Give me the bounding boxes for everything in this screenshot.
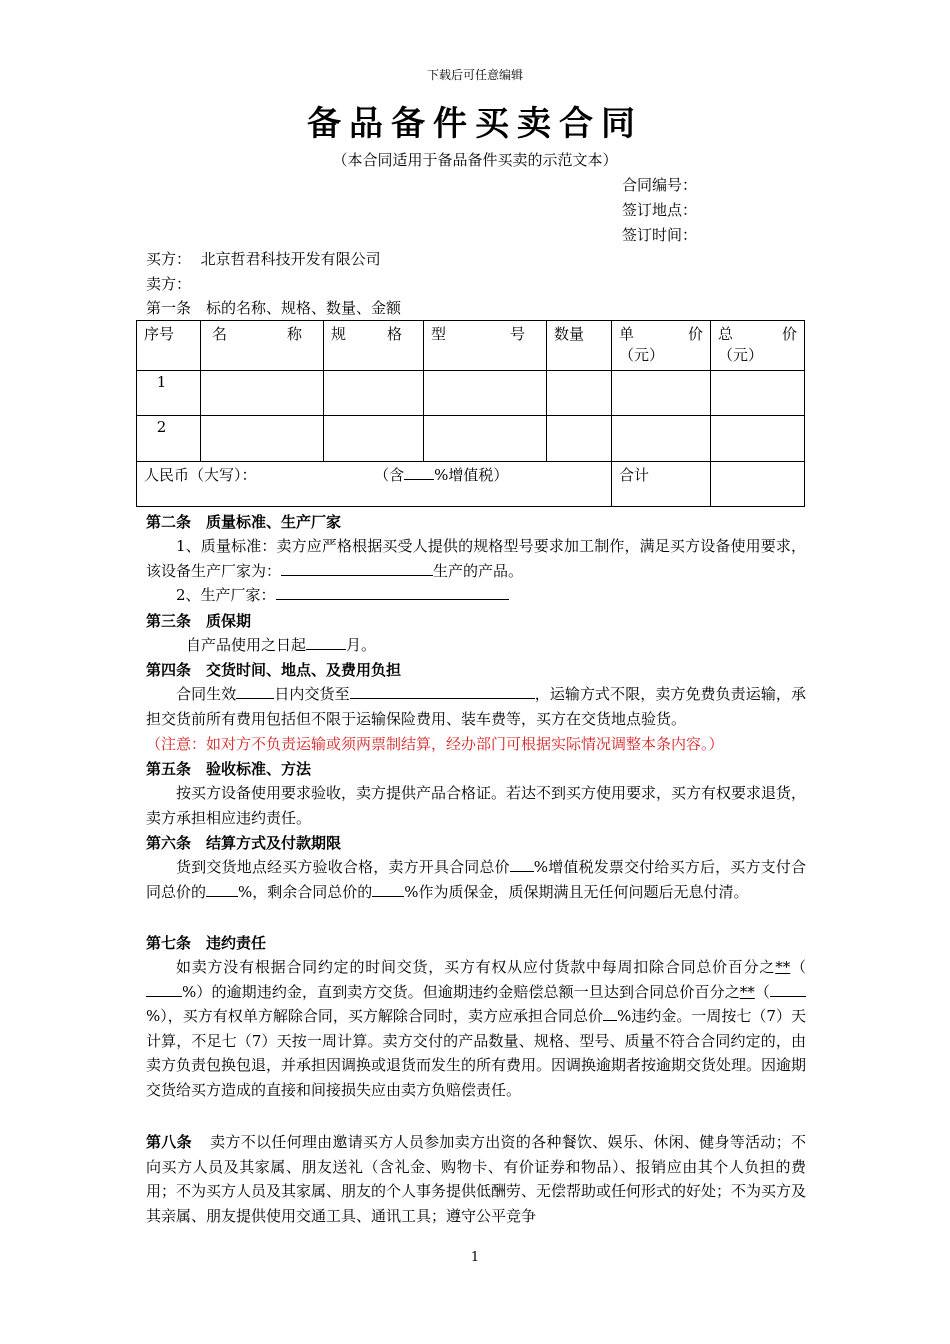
vat-rate-blank[interactable] <box>404 465 434 480</box>
table-cell[interactable] <box>324 416 424 462</box>
article-3-title: 第三条 质保期 <box>146 612 252 630</box>
buyer-line <box>146 248 381 269</box>
contract-number-label: 合同编号： <box>622 176 698 194</box>
rmb-label: 人民币（大写）： <box>144 466 257 484</box>
termination-threshold-blank[interactable] <box>770 982 806 997</box>
buyer-name: 北京哲君科技开发有限公司 <box>200 250 381 268</box>
header-spec: 规 格 <box>324 321 424 371</box>
table-cell[interactable] <box>424 416 547 462</box>
delivery-place-blank[interactable] <box>350 684 535 699</box>
article-2-title: 第二条 质量标准、生产厂家 <box>146 513 342 531</box>
table-cell[interactable] <box>201 416 324 462</box>
table-cell[interactable] <box>547 371 612 416</box>
header-total: 总 价 （元） <box>711 321 805 371</box>
row-number: 2 <box>137 416 201 462</box>
weekly-penalty-blank[interactable] <box>146 982 182 997</box>
sum-value[interactable] <box>711 462 805 507</box>
table-cell[interactable] <box>324 371 424 416</box>
article-5-title: 第五条 验收标准、方法 <box>146 760 312 778</box>
unit-price-unit: （元） <box>619 346 665 364</box>
vat-note: （含 %增值税） <box>374 466 509 484</box>
article-7-paragraph: 如卖方没有根据合同约定的时间交货，买方有权从应付货款中每周扣除合同总价百分之**（%）的逾期违约金，直到卖方交货。但逾期违约金赔偿总额一旦达到合同总价百分之**（%），买方有权单方解除合同，买方解除合同时，卖方应承担合同总价 %违约金。一周按七（7）天计算，不足七（7）天按一周计算。卖方交付的产品数量、规格、型号、质量不符合合同约定的，由卖方负责包换包退，并承担因调换或退货而发生的所有费用。因调换逾期者按逾期交货处理。因逾期交货给买方造成的直接和间接损失应由卖方负赔偿责任。 <box>146 958 807 1099</box>
table-cell[interactable] <box>547 416 612 462</box>
article-4-title: 第四条 交货时间、地点、及费用负担 <box>146 661 402 679</box>
header-model: 型 号 <box>424 321 547 371</box>
buyer-label: 买方： <box>146 250 192 268</box>
article-4-note: （注意：如对方不负责运输或须两票制结算，经办部门可根据实际情况调整本条内容。） <box>146 735 724 753</box>
table-cell[interactable] <box>711 416 805 462</box>
article-5-paragraph: 按买方设备使用要求验收，卖方提供产品合格证。若达不到买方使用要求，买方有权要求退货，卖方承担相应违约责任。 <box>146 784 807 827</box>
article-1-title: 第一条 标的名称、规格、数量、金额 <box>146 299 402 317</box>
sum-label: 合计 <box>612 462 711 507</box>
table-cell[interactable] <box>201 371 324 416</box>
retention-percent-blank[interactable] <box>372 882 404 897</box>
article-3-paragraph: 自产品使用之日起 月。 <box>186 636 377 654</box>
total-unit: （元） <box>718 346 764 364</box>
article-6-paragraph: 货到交货地点经买方验收合格，卖方开具合同总价 %增值税发票交付给买方后，买方支付合同总价的 %，剩余合同总价的 %作为质保金，质保期满且无任何问题后无息付清。 <box>146 858 806 901</box>
signing-time-label: 签订时间： <box>622 226 698 244</box>
document-title: 备品备件买卖合同 <box>307 104 643 144</box>
page-header: 下载后可任意编辑 <box>426 68 523 82</box>
penalty-percent-blank[interactable] <box>603 1006 617 1021</box>
document-subtitle: （本合同适用于备品备件买卖的示范文本） <box>332 151 618 169</box>
invoice-percent-blank[interactable] <box>510 857 534 872</box>
warranty-months-blank[interactable] <box>306 635 346 650</box>
header-qty: 数量 <box>547 321 612 371</box>
seller-label: 卖方： <box>146 275 192 293</box>
article-4-paragraph: 合同生效 日内交货至 ，运输方式不限，卖方免费负责运输，承担交货前所有费用包括但不限于运输保险费用、装车费等，买方在交货地点验货。 <box>146 685 806 728</box>
header-name: 名 称 <box>201 321 324 371</box>
article-6-title: 第六条 结算方式及付款期限 <box>146 834 342 852</box>
row-number: 1 <box>137 371 201 416</box>
article-8-paragraph: 第八条 卖方不以任何理由邀请买方人员参加卖方出资的各种餐饮、娱乐、休闲、健身等活动；不向买方人员及其家属、朋友送礼（含礼金、购物卡、有价证券和物品）、报销应由其个人负担的费用；不为买方人员及其家属、朋友的个人事务提供低酬劳、无偿帮助或任何形式的好处；不为买方及其亲属、朋友提供使用交通工具、通讯工具；遵守公平竞争 <box>146 1133 807 1225</box>
goods-table <box>136 320 805 507</box>
header-no: 序号 <box>137 321 201 371</box>
table-total-row <box>137 462 805 507</box>
table-cell[interactable] <box>424 371 547 416</box>
payment-percent-blank[interactable] <box>206 882 238 897</box>
delivery-days-blank[interactable] <box>236 684 274 699</box>
rmb-amount-cell <box>137 462 612 507</box>
signing-place-label: 签订地点： <box>622 201 698 219</box>
table-row <box>137 416 805 462</box>
table-header-row <box>137 321 805 371</box>
article-2-paragraph-2: 2、生产厂家： <box>146 583 806 608</box>
manufacturer-blank[interactable] <box>281 561 433 576</box>
article-7-title: 第七条 违约责任 <box>146 934 267 952</box>
article-2-paragraph-1: 1、质量标准：卖方应严格根据买受人提供的规格型号要求加工制作，满足买方设备使用要求，该设备生产厂家为： 生产的产品。 <box>146 537 806 580</box>
article-8-label: 第八条 <box>146 1133 192 1151</box>
page-number: 1 <box>470 1250 480 1265</box>
table-row <box>137 371 805 416</box>
table-cell[interactable] <box>612 371 711 416</box>
table-cell[interactable] <box>612 416 711 462</box>
header-unit-price: 单 价 （元） <box>612 321 711 371</box>
manufacturer-name-blank[interactable] <box>276 585 509 600</box>
table-cell[interactable] <box>711 371 805 416</box>
